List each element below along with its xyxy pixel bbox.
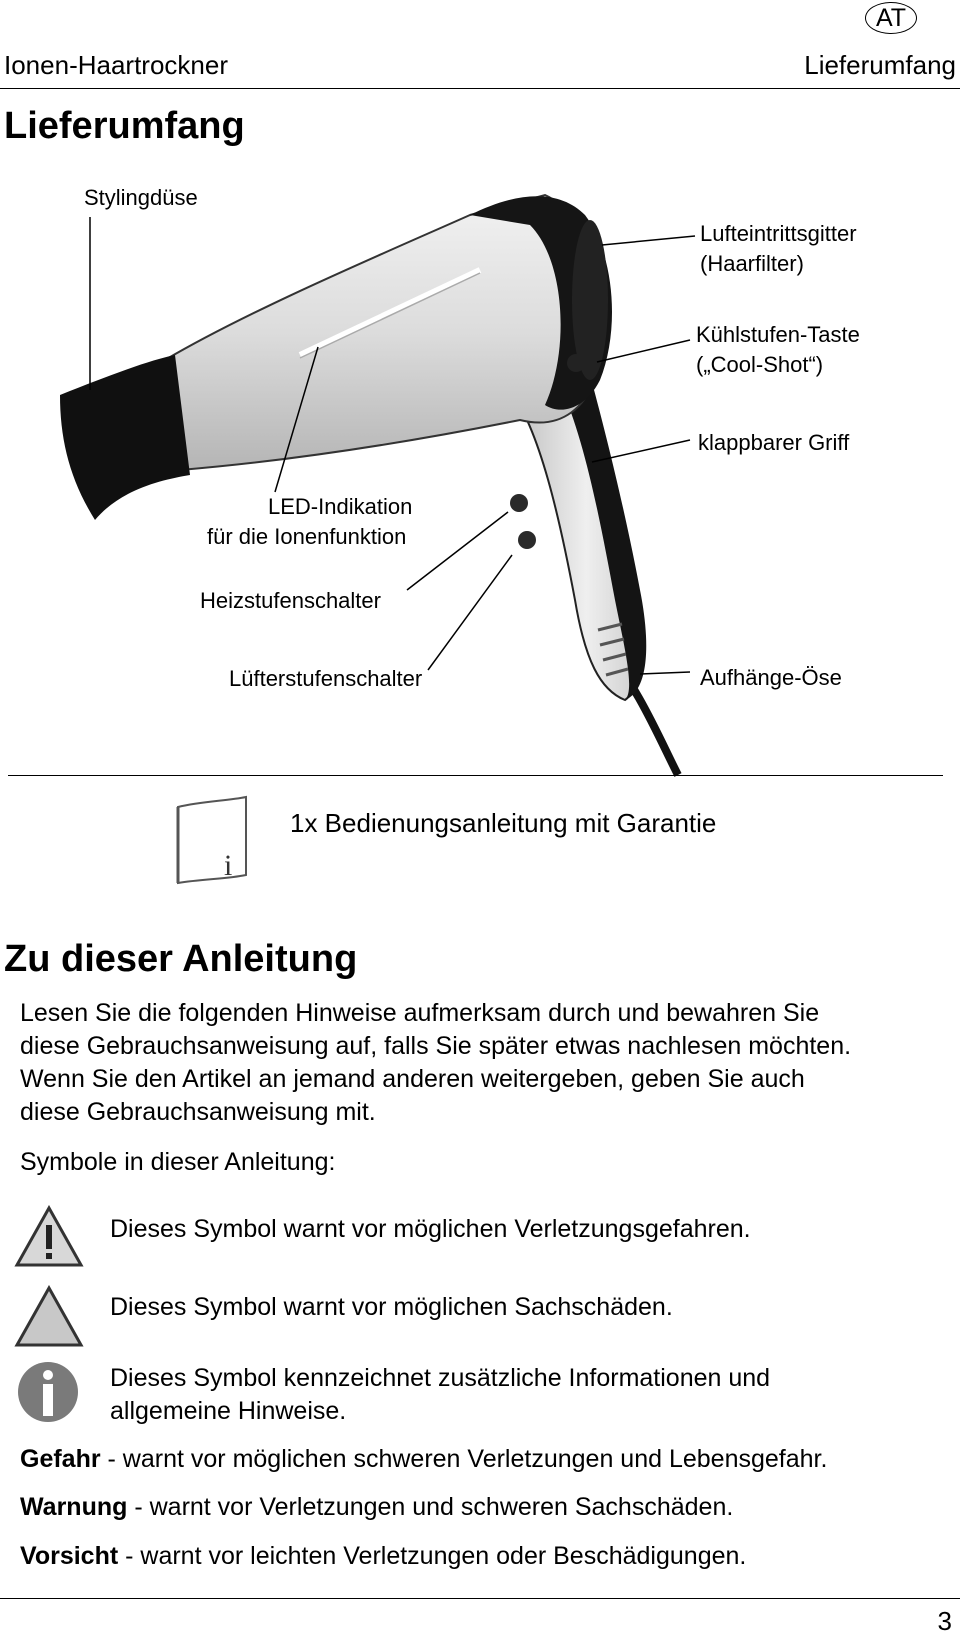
label-luefterstufenschalter: Lüfterstufenschalter [229, 666, 423, 691]
manual-item-text: 1x Bedienungsanleitung mit Garantie [290, 808, 717, 838]
label-haarfilter: (Haarfilter) [700, 251, 804, 276]
signal-text-gefahr: - warnt vor möglichen schweren Verletzungen und Lebensgefahr. [100, 1445, 828, 1473]
section-divider [8, 775, 943, 776]
label-stylingduese: Stylingdüse [84, 185, 198, 210]
label-kuehlstufen-taste: Kühlstufen-Taste [696, 322, 860, 347]
label-lufteintrittsgitter: Lufteintrittsgitter [700, 221, 857, 246]
label-cool-shot: („Cool-Shot“) [696, 352, 824, 377]
label-klappbarer-griff: klappbarer Griff [698, 430, 850, 455]
header-divider [0, 88, 960, 89]
signal-vorsicht [20, 1542, 746, 1571]
svg-text:i: i [224, 849, 233, 882]
intro-line-3: Wenn Sie den Artikel an jemand anderen weitergeben, geben Sie auch [20, 1065, 805, 1093]
symbol-text-sachschaeden: Dieses Symbol warnt vor möglichen Sachschäden. [110, 1293, 673, 1321]
signal-warnung [20, 1493, 733, 1522]
signal-word-warnung: Warnung [20, 1493, 128, 1521]
label-ionenfunktion: für die Ionenfunktion [207, 524, 407, 549]
manual-booklet-icon [172, 795, 252, 885]
signal-text-vorsicht: - warnt vor leichten Verletzungen oder Beschädigungen. [118, 1542, 747, 1570]
label-heizstufenschalter: Heizstufenschalter [200, 588, 381, 613]
symbols-heading: Symbole in dieser Anleitung: [20, 1148, 336, 1176]
signal-text-warnung: - warnt vor Verletzungen und schweren Sachschäden. [127, 1493, 734, 1521]
label-aufhaenge-oese: Aufhänge-Öse [700, 665, 842, 690]
info-icon [16, 1360, 80, 1424]
header-title-left: Ionen-Haartrockner [4, 50, 228, 80]
section-title-lieferumfang: Lieferumfang [4, 105, 245, 147]
warning-triangle-icon [14, 1285, 84, 1349]
signal-word-gefahr: Gefahr [20, 1445, 101, 1473]
intro-line-4: diese Gebrauchsanweisung mit. [20, 1098, 376, 1126]
header-title-right: Lieferumfang [804, 50, 956, 80]
signal-gefahr [20, 1445, 827, 1474]
country-badge: AT [865, 2, 917, 34]
symbol-text-verletzung: Dieses Symbol warnt vor möglichen Verletzungsgefahren. [110, 1215, 751, 1243]
section-title-zu-dieser-anleitung: Zu dieser Anleitung [4, 938, 358, 980]
signal-word-vorsicht: Vorsicht [20, 1542, 119, 1570]
footer-divider [0, 1598, 960, 1599]
warning-exclamation-icon [14, 1205, 84, 1269]
page-number: 3 [937, 1606, 952, 1636]
intro-line-1: Lesen Sie die folgenden Hinweise aufmerksam durch und bewahren Sie [20, 999, 820, 1027]
symbol-text-info-2: allgemeine Hinweise. [110, 1397, 347, 1425]
symbol-text-info-1: Dieses Symbol kennzeichnet zusätzliche Informationen und [110, 1364, 771, 1392]
label-led-indikation: LED-Indikation [268, 494, 413, 519]
intro-line-2: diese Gebrauchsanweisung auf, falls Sie später etwas nachlesen möchten. [20, 1032, 852, 1060]
